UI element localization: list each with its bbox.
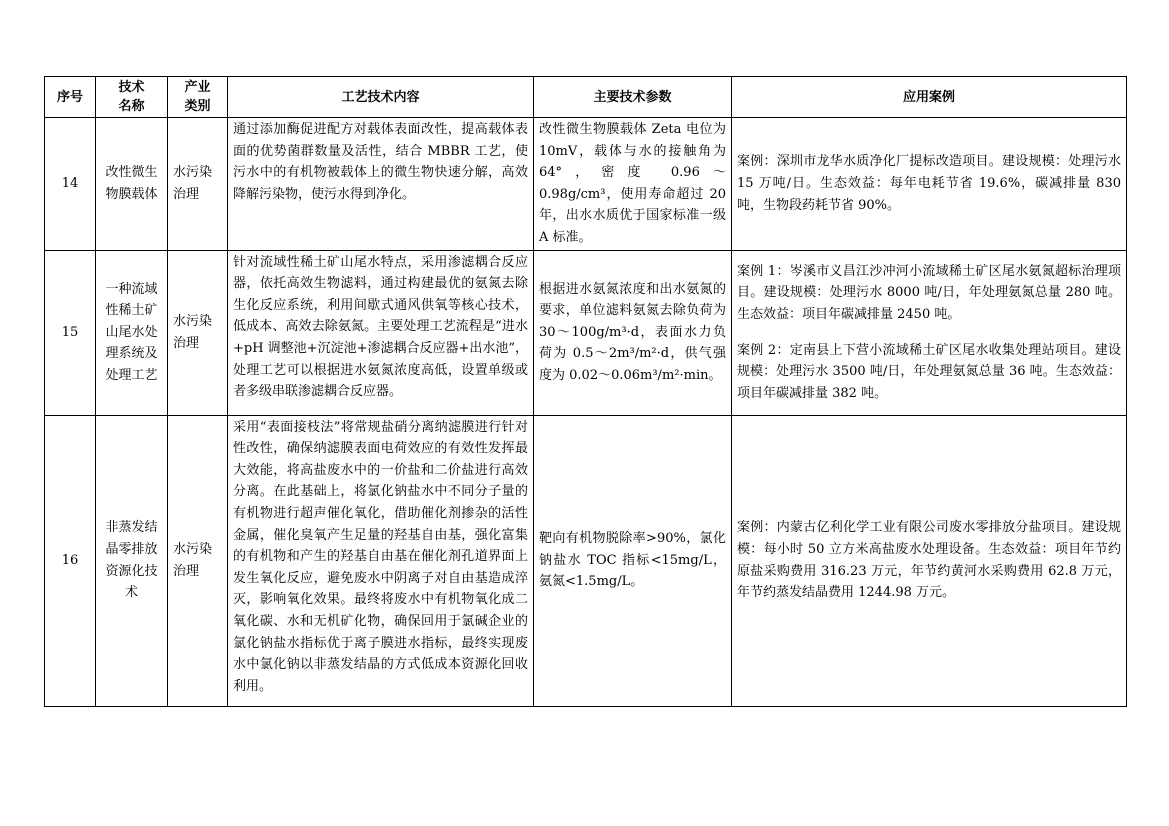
tech-category: 水污染治理: [168, 415, 228, 706]
header-category: [168, 77, 228, 118]
case-text: 案例 1：岑溪市义昌江沙冲河小流域稀土矿区尾水氨氮超标治理项目。建设规模：处理污水 8000 吨/日，年处理氨氮总量 280 吨。生态效益：项目年碳减排量 2450 吨。: [737, 263, 1121, 322]
tech-name: 一种流域性稀土矿山尾水处理系统及处理工艺: [96, 250, 168, 415]
row-number: 15: [45, 250, 96, 415]
technology-table: [44, 76, 1127, 707]
header-name-text: 技术名称: [118, 80, 145, 114]
table-row: [45, 415, 1127, 706]
header-cases: 应用案例: [732, 77, 1127, 118]
tech-content: 通过添加酶促进配方对载体表面改性，提高载体表面的优势菌群数量及活性，结合 MBBR 工艺，使污水中的有机物被载体上的微生物快速分解，高效降解污染物，使污水得到净化。: [228, 118, 534, 251]
table-row: [45, 250, 1127, 415]
case-text: 案例：深圳市龙华水质净化厂提标改造项目。建设规模：处理污水 15 万吨/日。生态效益：每年电耗节省 19.6%，碳减排量 830 吨，生物段药耗节省 90%。: [737, 154, 1121, 213]
row-number: 14: [45, 118, 96, 251]
case-text: 案例 2：定南县上下营小流域稀土矿区尾水收集处理站项目。建设规模：处理污水 3500 吨/日，年处理氨氮总量 36 吨。生态效益：项目年碳减排量 382 吨。: [737, 342, 1121, 401]
case-spacer: [737, 326, 1121, 340]
row-number: 16: [45, 415, 96, 706]
table-row: [45, 118, 1127, 251]
application-cases: [732, 250, 1127, 415]
header-category-text: 产业类别: [184, 80, 211, 114]
header-name: [96, 77, 168, 118]
tech-name: 改性微生物膜载体: [96, 118, 168, 251]
tech-name: 非蒸发结晶零排放资源化技术: [96, 415, 168, 706]
application-cases: [732, 118, 1127, 251]
tech-content: 采用“表面接枝法”将常规盐硝分离纳滤膜进行针对性改性，确保纳滤膜表面电荷效应的有效性发挥最大效能，将高盐废水中的一价盐和二价盐进行高效分离。在此基础上，将氯化钠盐水中不同分子量的有机物进行超声催化氧化，借助催化剂掺杂的活性金属，催化臭氧产生足量的羟基自由基，强化富集的有机物和产生的羟基自由基在催化剂孔道界面上发生氧化反应，避免废水中阴离子对自由基造成淬灭，影响氧化效果。最终将废水中有机物氧化成二氧化碳、水和无机矿化物，确保回用于氯碱企业的氯化钠盐水指标优于离子膜进水指标，最终实现废水中氯化钠以非蒸发结晶的方式低成本资源化回收利用。: [228, 415, 534, 706]
table-header-row: [45, 77, 1127, 118]
application-cases: [732, 415, 1127, 706]
header-params: 主要技术参数: [534, 77, 732, 118]
header-content: 工艺技术内容: [228, 77, 534, 118]
header-no: 序号: [45, 77, 96, 118]
tech-category: 水污染治理: [168, 118, 228, 251]
tech-content: 针对流域性稀土矿山尾水特点，采用渗滤耦合反应器，依托高效生物滤料，通过构建最优的氨氮去除生化反应系统，利用间歇式通风供氧等核心技术，低成本、高效去除氨氮。主要处理工艺流程是“进水+pH 调整池+沉淀池+渗滤耦合反应器+出水池”，处理工艺可以根据进水氨氮浓度高低，设置单级或者多级串联渗滤耦合反应器。: [228, 250, 534, 415]
tech-params: 根据进水氨氮浓度和出水氨氮的要求，单位滤料氨氮去除负荷为 30～100g/m³·d，表面水力负荷为 0.5～2m³/m²·d，供气强度为 0.02～0.06m³/m²·min。: [534, 250, 732, 415]
tech-params: 改性微生物膜载体 Zeta 电位为 10mV，载体与水的接触角为 64°，密度 0.96～0.98g/cm³，使用寿命超过 20 年，出水水质优于国家标准一级 A 标准。: [534, 118, 732, 251]
case-text: 案例：内蒙古亿利化学工业有限公司废水零排放分盐项目。建设规模：每小时 50 立方米高盐废水处理设备。生态效益：项目年节约原盐采购费用 316.23 万元，年节约黄河水采购费用 62.8 万元，年节约蒸发结晶费用 1244.98 万元。: [737, 520, 1121, 601]
tech-params: 靶向有机物脱除率>90%，氯化钠盐水 TOC 指标<15mg/L，氨氮<1.5mg/L。: [534, 415, 732, 706]
tech-category: 水污染治理: [168, 250, 228, 415]
